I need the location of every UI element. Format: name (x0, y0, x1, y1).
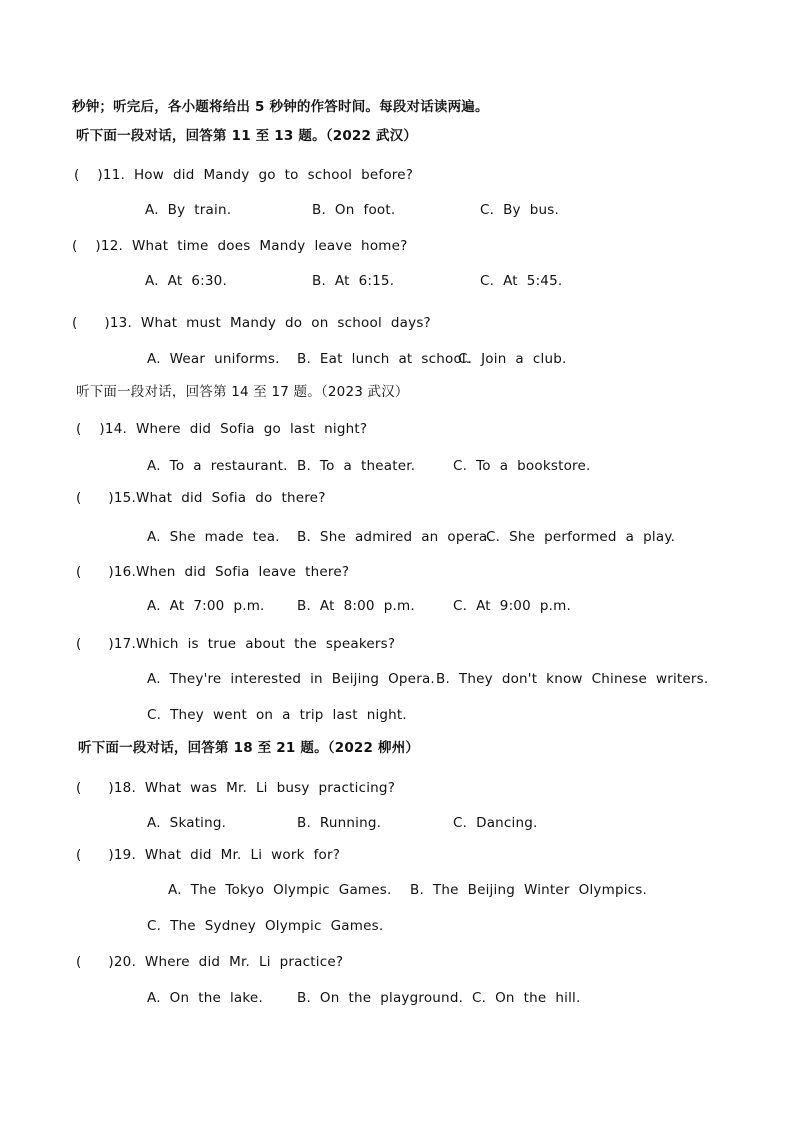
option-18-a: A. Skating. (147, 815, 227, 831)
option-20-b: B. On the playground. (297, 990, 464, 1006)
question-19: ( )19. What did Mr. Li work for? (76, 847, 341, 863)
section-heading-2: 听下面一段对话，回答第 14 至 17 题。（2023 武汉） (76, 384, 409, 400)
option-19-a: A. The Tokyo Olympic Games. (168, 882, 392, 898)
question-12: ( )12. What time does Mandy leave home? (72, 238, 408, 254)
option-14-a: A. To a restaurant. (147, 458, 288, 474)
option-13-c: C. Join a club. (458, 351, 567, 367)
option-19-b: B. The Beijing Winter Olympics. (410, 882, 648, 898)
option-19-c: C. The Sydney Olympic Games. (147, 918, 384, 934)
option-11-b: B. On foot. (312, 202, 396, 218)
option-13-b: B. Eat lunch at school. (297, 351, 471, 367)
section-heading-3: 听下面一段对话，回答第 18 至 21 题。（2022 柳州） (78, 740, 420, 756)
option-16-a: A. At 7:00 p.m. (147, 598, 265, 614)
option-17-b: B. They don't know Chinese writers. (436, 671, 709, 687)
option-18-b: B. Running. (297, 815, 382, 831)
option-14-c: C. To a bookstore. (453, 458, 591, 474)
option-15-a: A. She made tea. (147, 529, 280, 545)
option-20-c: C. On the hill. (472, 990, 581, 1006)
option-12-a: A. At 6:30. (145, 273, 227, 289)
option-17-a: A. They're interested in Beijing Opera. (147, 671, 435, 687)
option-17-c: C. They went on a trip last night. (147, 707, 407, 723)
question-11: ( )11. How did Mandy go to school before? (74, 167, 414, 183)
section-heading-1: 听下面一段对话，回答第 11 至 13 题。（2022 武汉） (76, 128, 418, 144)
question-13: ( )13. What must Mandy do on school days? (72, 315, 431, 331)
option-11-a: A. By train. (145, 202, 232, 218)
question-14: ( )14. Where did Sofia go last night? (76, 421, 368, 437)
question-20: ( )20. Where did Mr. Li practice? (76, 954, 344, 970)
option-15-c: C. She performed a play. (486, 529, 676, 545)
option-11-c: C. By bus. (480, 202, 559, 218)
option-15-b: B. She admired an opera. (297, 529, 492, 545)
question-16: ( )16.When did Sofia leave there? (76, 564, 350, 580)
option-20-a: A. On the lake. (147, 990, 263, 1006)
option-12-c: C. At 5:45. (480, 273, 563, 289)
option-16-b: B. At 8:00 p.m. (297, 598, 415, 614)
question-17: ( )17.Which is true about the speakers? (76, 636, 396, 652)
option-14-b: B. To a theater. (297, 458, 416, 474)
option-16-c: C. At 9:00 p.m. (453, 598, 571, 614)
option-12-b: B. At 6:15. (312, 273, 395, 289)
intro-text: 秒钟；听完后，各小题将给出 5 秒钟的作答时间。每段对话读两遍。 (72, 99, 489, 115)
question-18: ( )18. What was Mr. Li busy practicing? (76, 780, 396, 796)
option-18-c: C. Dancing. (453, 815, 538, 831)
option-13-a: A. Wear uniforms. (147, 351, 280, 367)
question-15: ( )15.What did Sofia do there? (76, 490, 326, 506)
